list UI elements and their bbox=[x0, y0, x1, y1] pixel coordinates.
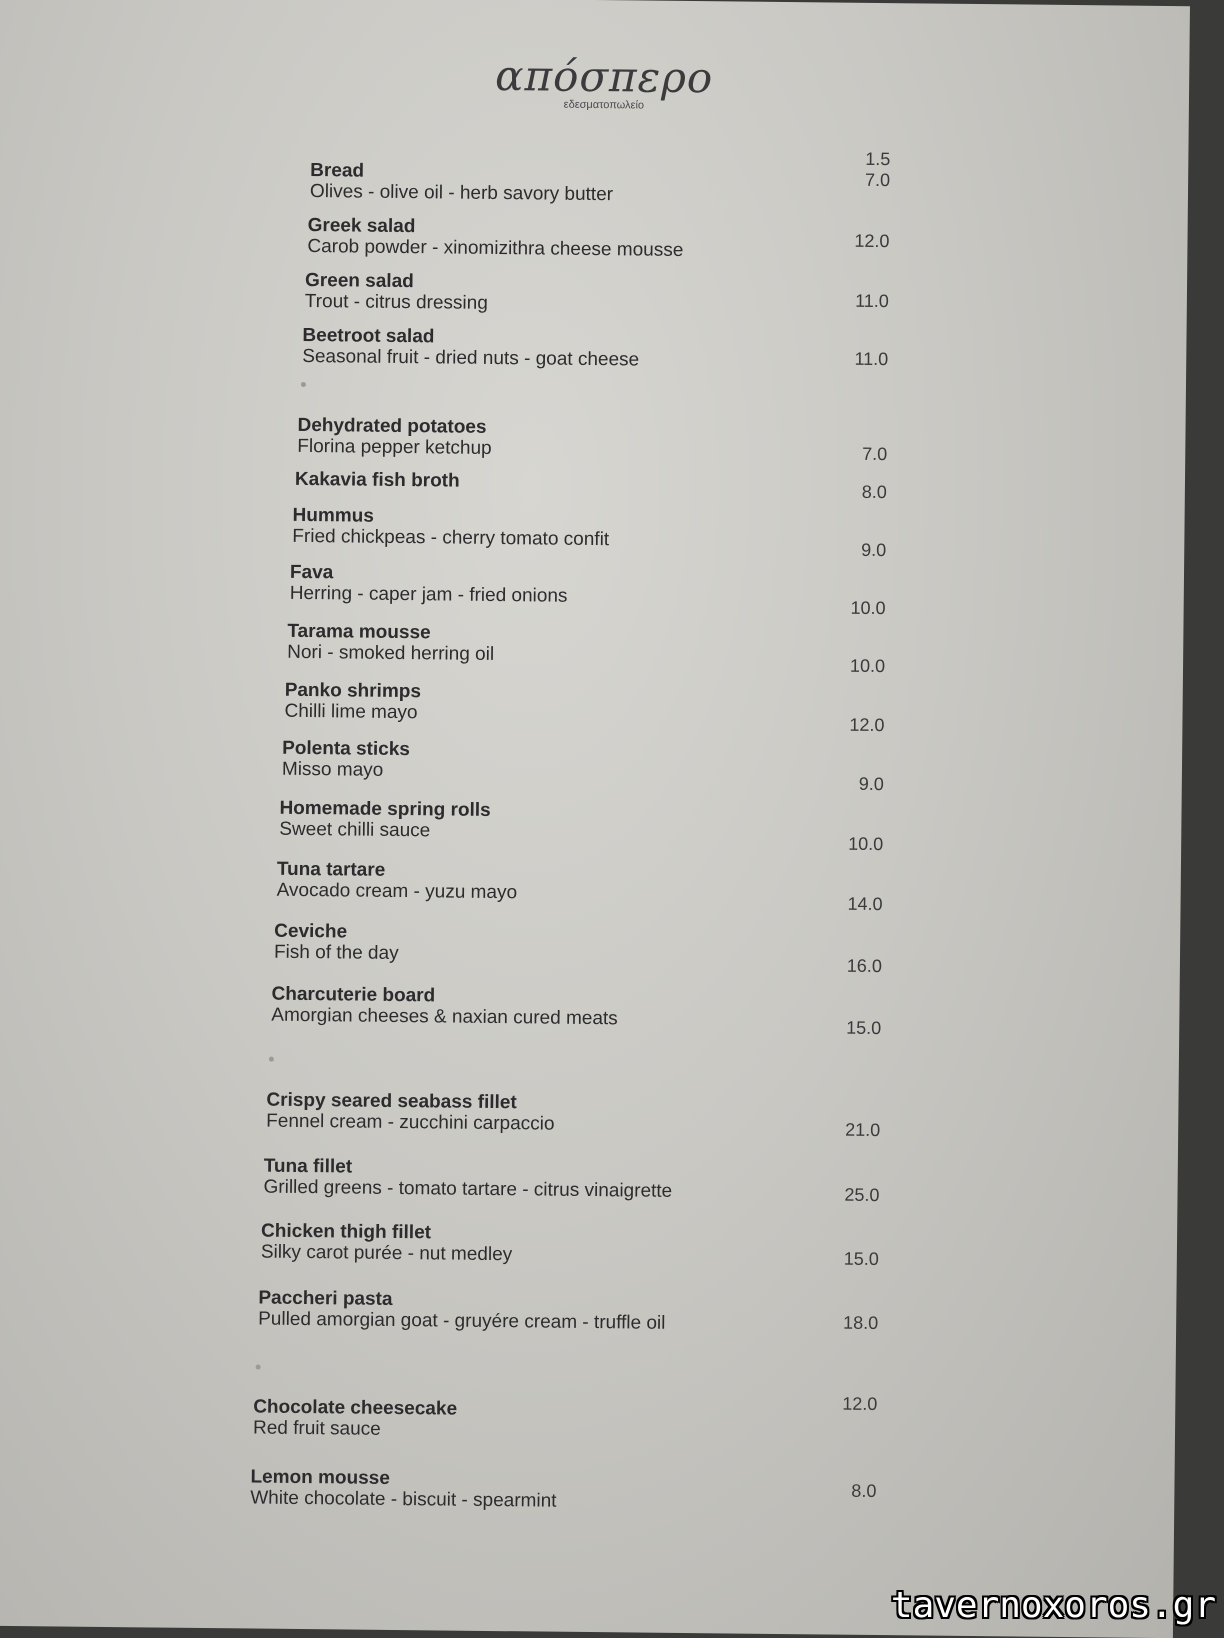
item-name: Hummus bbox=[292, 504, 374, 527]
item-price: 8.0 bbox=[851, 1480, 877, 1502]
item-description: Chilli lime mayo bbox=[284, 700, 418, 724]
item-name: Homemade spring rolls bbox=[279, 797, 491, 821]
item-description: Trout - citrus dressing bbox=[304, 290, 488, 314]
menu-item-homemade-spring-rolls bbox=[279, 798, 491, 842]
menu-item-green-salad bbox=[305, 270, 488, 314]
watermark: tavernoxoros.gr bbox=[890, 1585, 1216, 1626]
item-description: White chocolate - biscuit - spearmint bbox=[250, 1487, 557, 1512]
menu-item-crispy-seared-seabass-fillet bbox=[266, 1090, 555, 1135]
item-description: Carob powder - xinomizithra cheese mousse bbox=[307, 236, 684, 261]
section-divider-dot bbox=[301, 382, 306, 387]
item-description: Fish of the day bbox=[273, 941, 399, 964]
item-description: Amorgian cheeses & naxian cured meats bbox=[271, 1004, 618, 1030]
menu-item-tarama-mousse bbox=[287, 621, 494, 665]
menu-item-beetroot-salad bbox=[302, 325, 639, 371]
item-price: 12.0 bbox=[854, 230, 890, 252]
menu-item-charcuterie-board bbox=[271, 984, 618, 1030]
item-name: Greek salad bbox=[307, 215, 416, 238]
item-price: 10.0 bbox=[850, 597, 886, 619]
item-price: 11.0 bbox=[855, 290, 889, 312]
item-description: Nori - smoked herring oil bbox=[287, 641, 495, 665]
item-description: Fennel cream - zucchini carpaccio bbox=[266, 1110, 555, 1135]
item-price: 12.0 bbox=[849, 714, 885, 736]
menu-item-bread bbox=[310, 160, 613, 205]
brand-name: απόσπερο bbox=[494, 50, 714, 103]
item-description: Silky carot purée - nut medley bbox=[260, 1241, 513, 1266]
item-name: Chocolate cheesecake bbox=[253, 1396, 458, 1420]
item-description: Red fruit sauce bbox=[252, 1417, 381, 1440]
item-description: Herring - caper jam - fried onions bbox=[289, 582, 568, 607]
item-name: Kakavia fish broth bbox=[294, 468, 460, 492]
item-name: Panko shrimps bbox=[284, 679, 422, 703]
item-name: Chicken thigh fillet bbox=[260, 1220, 432, 1244]
item-price: 10.0 bbox=[848, 833, 884, 855]
item-name: Ceviche bbox=[274, 920, 348, 943]
item-name: Tuna fillet bbox=[263, 1155, 353, 1178]
menu-item-panko-shrimps bbox=[284, 680, 421, 723]
brand-subtitle: εδεσματοπωλείο bbox=[563, 98, 645, 112]
menu-item-lemon-mousse bbox=[250, 1466, 557, 1511]
item-name: Lemon mousse bbox=[250, 1466, 390, 1489]
item-price: 7.0 bbox=[862, 443, 888, 465]
menu-item-dehydrated-potatoes bbox=[297, 415, 492, 459]
menu-item-polenta-sticks bbox=[282, 738, 410, 781]
section-divider-dot bbox=[256, 1365, 261, 1370]
section-divider-dot bbox=[269, 1057, 274, 1062]
item-description: Avocado cream - yuzu mayo bbox=[276, 879, 518, 904]
item-price: 15.0 bbox=[846, 1017, 882, 1039]
item-price: 21.0 bbox=[845, 1119, 881, 1141]
item-name: Paccheri pasta bbox=[258, 1287, 393, 1310]
menu-item-ceviche bbox=[274, 921, 399, 964]
item-price: 25.0 bbox=[844, 1184, 880, 1206]
menu-item-hummus bbox=[292, 505, 609, 550]
menu-item-paccheri-pasta bbox=[258, 1288, 666, 1334]
item-description: Pulled amorgian goat - gruyére cream - truffle oil bbox=[258, 1308, 666, 1334]
item-name: Crispy seared seabass fillet bbox=[266, 1089, 517, 1114]
item-name: Tuna tartare bbox=[276, 858, 386, 881]
item-price: 9.0 bbox=[858, 773, 884, 795]
item-price: 12.0 bbox=[842, 1393, 878, 1415]
item-price: 18.0 bbox=[843, 1312, 879, 1334]
item-description: Olives - olive oil - herb savory butter bbox=[309, 181, 614, 206]
item-name: Bread bbox=[310, 160, 365, 182]
menu-item-kakavia-fish-broth bbox=[295, 469, 460, 492]
item-name: Beetroot salad bbox=[302, 324, 435, 348]
item-price: 11.0 bbox=[854, 348, 889, 370]
item-name: Tarama mousse bbox=[287, 620, 431, 644]
item-description: Grilled greens - tomato tartare - citrus vinaigrette bbox=[263, 1176, 673, 1202]
item-name: Charcuterie board bbox=[271, 983, 436, 1007]
item-description: Sweet chilli sauce bbox=[279, 818, 431, 842]
menu-item-greek-salad bbox=[307, 215, 683, 261]
item-description: Seasonal fruit - dried nuts - goat cheese bbox=[302, 345, 640, 371]
item-description: Florina pepper ketchup bbox=[297, 435, 492, 459]
item-price: 16.0 bbox=[846, 955, 883, 977]
menu-item-fava bbox=[290, 562, 568, 607]
item-price: 7.0 bbox=[864, 169, 891, 191]
item-price: 8.0 bbox=[861, 481, 887, 503]
brand-logo bbox=[494, 51, 715, 112]
item-name: Fava bbox=[289, 561, 334, 584]
item-name: Polenta sticks bbox=[282, 737, 411, 761]
menu-item-tuna-tartare bbox=[277, 859, 518, 904]
item-description: Misso mayo bbox=[281, 758, 384, 781]
menu-item-tuna-fillet bbox=[263, 1156, 672, 1202]
item-price: 14.0 bbox=[847, 893, 883, 915]
menu-item-chocolate-cheesecake bbox=[253, 1396, 457, 1440]
item-price: 10.0 bbox=[849, 655, 886, 677]
item-name: Dehydrated potatoes bbox=[297, 414, 487, 438]
item-description: Fried chickpeas - cherry tomato confit bbox=[292, 525, 610, 551]
item-price: 15.0 bbox=[843, 1248, 879, 1270]
item-name: Green salad bbox=[304, 269, 414, 293]
menu-item-chicken-thigh-fillet bbox=[261, 1221, 513, 1266]
item-price: 9.0 bbox=[861, 539, 887, 561]
item-price: 1.5 bbox=[865, 148, 891, 170]
